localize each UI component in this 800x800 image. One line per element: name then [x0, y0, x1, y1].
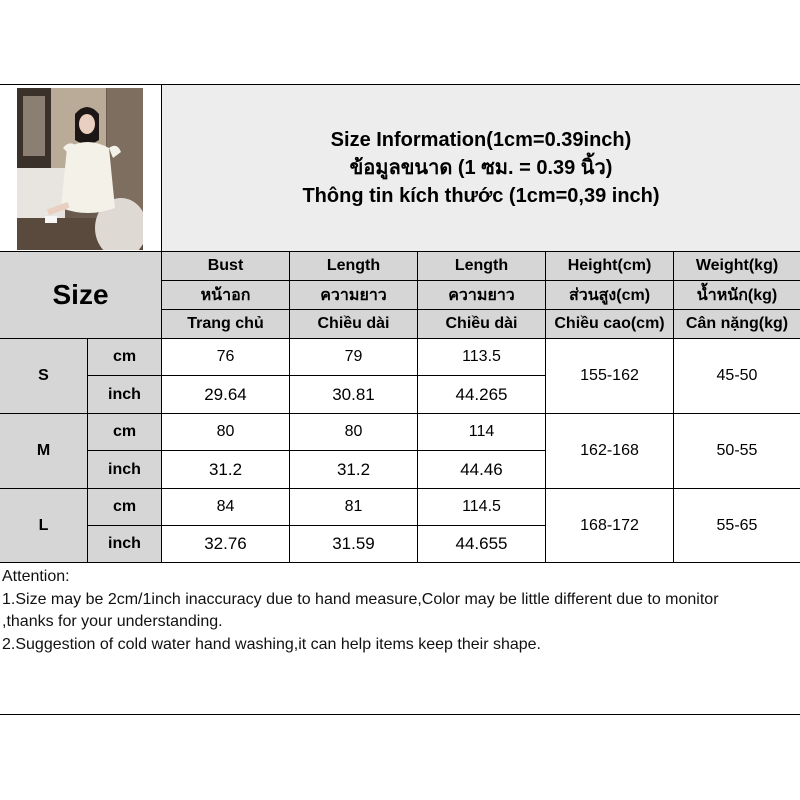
table-cell: 29.64 — [162, 376, 290, 414]
attention-note-1-cont: ,thanks for your understanding. — [2, 613, 223, 630]
table-cell: 31.2 — [290, 451, 418, 489]
column-header-weight-en: Weight(kg) — [674, 252, 800, 281]
size-header — [0, 252, 162, 339]
column-header-length2-th: ความยาว — [418, 281, 546, 310]
size-header-label: Size — [52, 279, 109, 310]
weight-range-cell: 50-55 — [674, 414, 800, 489]
table-cell: 114.5 — [418, 489, 546, 526]
table-cell: 79 — [290, 339, 418, 376]
weight-range-cell: 45-50 — [674, 339, 800, 414]
column-header-length-vi: Chiều dài — [290, 310, 418, 339]
size-row-label: S — [0, 339, 88, 414]
title-line-vi: Thông tin kích thước (1cm=0,39 inch) — [302, 185, 660, 207]
table-cell: 84 — [162, 489, 290, 526]
table-cell: 80 — [290, 414, 418, 451]
attention-note-2: 2.Suggestion of cold water hand washing,it can help items keep their shape. — [2, 635, 541, 653]
table-cell: 44.655 — [418, 526, 546, 563]
table-cell: 30.81 — [290, 376, 418, 414]
table-cell: 76 — [162, 339, 290, 376]
column-header-length-en: Length — [290, 252, 418, 281]
column-header-height-th: ส่วนสูง(cm) — [546, 281, 674, 310]
column-header-bust-th: หน้าอก — [162, 281, 290, 310]
height-range-cell: 162-168 — [546, 414, 674, 489]
size-information-title — [162, 85, 800, 252]
size-chart-table — [0, 85, 800, 563]
column-header-length-th: ความยาว — [290, 281, 418, 310]
title-line-en: Size Information(1cm=0.39inch) — [330, 129, 632, 151]
table-cell: 31.2 — [162, 451, 290, 489]
height-range-cell: 168-172 — [546, 489, 674, 563]
column-header-bust-en: Bust — [162, 252, 290, 281]
column-header-weight-th: น้ำหนัก(kg) — [674, 281, 800, 310]
table-cell: 32.76 — [162, 526, 290, 563]
unit-label-cm: cm — [88, 489, 162, 526]
attention-notes — [2, 566, 719, 656]
size-row-label: L — [0, 489, 88, 563]
column-header-height-vi: Chiều cao(cm) — [546, 310, 674, 339]
table-cell: 80 — [162, 414, 290, 451]
weight-range-cell: 55-65 — [674, 489, 800, 563]
column-header-height-en: Height(cm) — [546, 252, 674, 281]
attention-heading: Attention: — [2, 568, 70, 585]
size-row-label: M — [0, 414, 88, 489]
unit-label-inch: inch — [88, 526, 162, 563]
table-cell: 113.5 — [418, 339, 546, 376]
table-cell: 31.59 — [290, 526, 418, 563]
unit-label-inch: inch — [88, 451, 162, 489]
title-line-th: ข้อมูลขนาด (1 ซม. = 0.39 นิ้ว) — [349, 157, 613, 179]
attention-note-1: 1.Size may be 2cm/1inch inaccuracy due to hand measure,Color may be little different due to monitor — [2, 590, 719, 608]
product-photo — [0, 85, 162, 252]
column-header-length2-en: Length — [418, 252, 546, 281]
column-header-length2-vi: Chiều dài — [418, 310, 546, 339]
table-cell: 44.265 — [418, 376, 546, 414]
unit-label-cm: cm — [88, 339, 162, 376]
height-range-cell: 155-162 — [546, 339, 674, 414]
unit-label-cm: cm — [88, 414, 162, 451]
table-cell: 44.46 — [418, 451, 546, 489]
table-cell: 81 — [290, 489, 418, 526]
unit-label-inch: inch — [88, 376, 162, 414]
table-cell: 114 — [418, 414, 546, 451]
bottom-rule — [0, 714, 800, 715]
column-header-weight-vi: Cân nặng(kg) — [674, 310, 800, 339]
column-header-bust-vi: Trang chủ — [162, 310, 290, 339]
